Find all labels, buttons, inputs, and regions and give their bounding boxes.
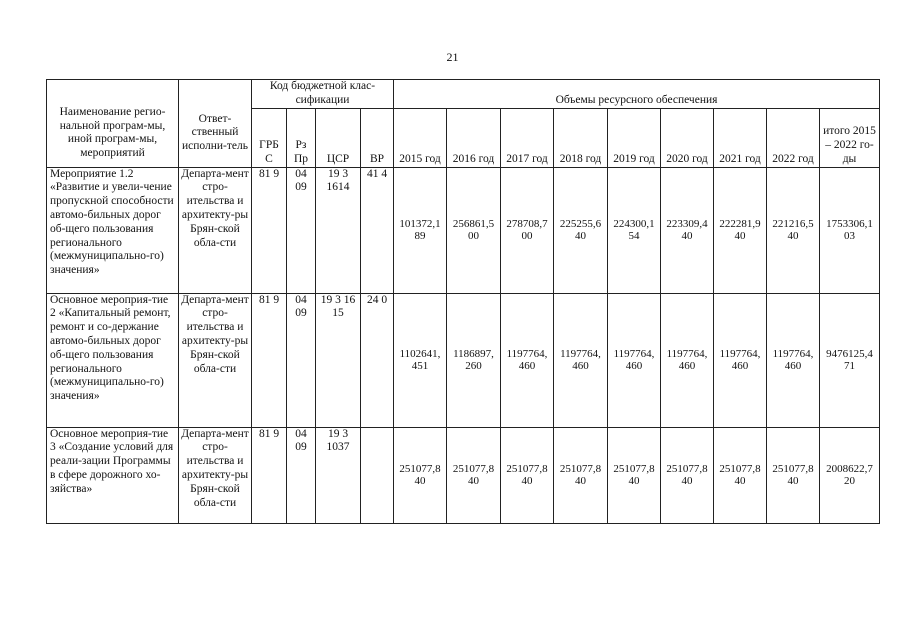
row-value: 222281,9 40	[714, 167, 767, 293]
header-budget-code: Код бюджетной клас-сификации	[252, 80, 394, 109]
row-rzpr: 04 09	[287, 427, 316, 523]
row-csr: 19 3 1037	[316, 427, 361, 523]
header-total: итого 2015 – 2022 го-ды	[820, 108, 880, 167]
row-value: 223309,4 40	[661, 167, 714, 293]
header-grbs: ГРБ С	[252, 108, 287, 167]
row-value: 1197764, 460	[608, 293, 661, 427]
header-rzpr: Рз Пр	[287, 108, 316, 167]
row-value: 1197764, 460	[661, 293, 714, 427]
row-value: 251077,8 40	[767, 427, 820, 523]
row-value: 278708,7 00	[501, 167, 554, 293]
header-year: 2018 год	[554, 108, 608, 167]
header-year: 2021 год	[714, 108, 767, 167]
row-value: 256861,5 00	[447, 167, 501, 293]
row-value: 251077,8 40	[501, 427, 554, 523]
header-resources: Объемы ресурсного обеспечения	[394, 80, 880, 109]
table-row	[47, 293, 880, 427]
table-row	[47, 427, 880, 523]
row-value: 101372,1 89	[394, 167, 447, 293]
row-grbs: 81 9	[252, 293, 287, 427]
row-rzpr: 04 09	[287, 293, 316, 427]
row-value: 1186897, 260	[447, 293, 501, 427]
row-value: 1197764, 460	[714, 293, 767, 427]
row-rzpr: 04 09	[287, 167, 316, 293]
row-value: 251077,8 40	[394, 427, 447, 523]
row-total: 2008622,7 20	[820, 427, 880, 523]
row-value: 224300,1 54	[608, 167, 661, 293]
header-name: Наименование регио-нальной програм-мы, иной програм-мы, мероприятий	[47, 80, 179, 168]
header-year: 2019 год	[608, 108, 661, 167]
header-year: 2020 год	[661, 108, 714, 167]
row-grbs: 81 9	[252, 427, 287, 523]
header-year: 2016 год	[447, 108, 501, 167]
row-value: 1197764, 460	[767, 293, 820, 427]
row-name: Основное мероприя-тие 2 «Капитальный ремонт, ремонт и со-держание автомо-бильных дорог об-щего пользования регионального (межмуниципально-го) значения»	[47, 293, 179, 427]
row-total: 9476125,4 71	[820, 293, 880, 427]
row-name: Мероприятие 1.2 «Развитие и увели-чение пропускной способности автомо-бильных дорог об-щего пользования регионального (межмуниципально-го) значения»	[47, 167, 179, 293]
header-year: 2022 год	[767, 108, 820, 167]
row-value: 251077,8 40	[661, 427, 714, 523]
row-value: 251077,8 40	[447, 427, 501, 523]
row-value: 251077,8 40	[714, 427, 767, 523]
row-csr: 19 3 1614	[316, 167, 361, 293]
row-vr: 24 0	[361, 293, 394, 427]
row-value: 1197764, 460	[554, 293, 608, 427]
row-total: 1753306,1 03	[820, 167, 880, 293]
page-number: 21	[446, 50, 459, 64]
row-vr: 41 4	[361, 167, 394, 293]
row-grbs: 81 9	[252, 167, 287, 293]
row-name: Основное мероприя-тие 3 «Создание условий для реали-зации Программы в сфере дорожного хо-зяйства»	[47, 427, 179, 523]
header-year: 2017 год	[501, 108, 554, 167]
header-responsible: Ответ-ственный исполни-тель	[179, 80, 252, 168]
header-year: 2015 год	[394, 108, 447, 167]
row-value: 251077,8 40	[554, 427, 608, 523]
row-value: 1197764, 460	[501, 293, 554, 427]
header-csr: ЦСР	[316, 108, 361, 167]
row-responsible: Департа-мент стро-ительства и архитекту-ры Брян-ской обла-сти	[179, 427, 252, 523]
header-vr: ВР	[361, 108, 394, 167]
table-row	[47, 167, 880, 293]
row-value: 251077,8 40	[608, 427, 661, 523]
row-value: 225255,6 40	[554, 167, 608, 293]
row-value: 221216,5 40	[767, 167, 820, 293]
row-vr	[361, 427, 394, 523]
row-csr: 19 3 16 15	[316, 293, 361, 427]
row-value: 1102641, 451	[394, 293, 447, 427]
row-responsible: Департа-мент стро-ительства и архитекту-ры Брян-ской обла-сти	[179, 293, 252, 427]
resource-table	[46, 79, 880, 524]
row-responsible: Департа-мент стро-ительства и архитекту-ры Брян-ской обла-сти	[179, 167, 252, 293]
